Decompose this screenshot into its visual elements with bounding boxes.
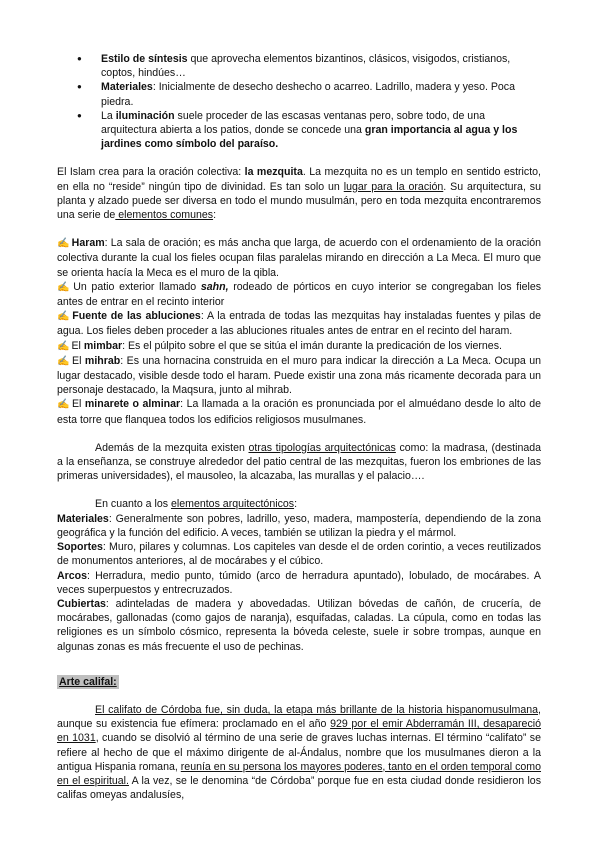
element-haram: ✍ Haram: La sala de oración; es más ancha que larga, de acuerdo con el ordenamiento de la oración colectiva durante la cual los fieles ocupan filas paralelas mirando en dirección a La Meca. El muro que se orienta hacía la Meca es el muro de la qibla. — [57, 237, 542, 279]
tipologias-paragraph: Además de la mezquita existen otras tipologías arquitectónicas como: la madrasa, (destinada a la enseñanza, se construye alrededor del patio central de las mezquitas, fueron los embriones de las primeras universidades), el mausoleo, la alcazaba, las murallas y el palacio…. — [57, 441, 542, 483]
bullet-item — [57, 80, 541, 108]
bullet-text: : Inicialmente de desecho deshecho o acarreo. Ladrillo, madera y yeso. Poca piedra. — [101, 81, 515, 108]
bullet-item — [57, 109, 541, 152]
element-sahn: ✍ Un patio exterior llamado sahn, rodeado de pórticos en cuyo interior se congregaban los fieles antes de entrar en el recinto interior — [57, 280, 542, 309]
bullet-bold: Estilo de síntesis — [101, 53, 188, 65]
bullet-item — [57, 52, 541, 80]
writing-hand-icon: ✍ — [57, 311, 71, 323]
writing-hand-icon: ✍ — [57, 355, 70, 367]
arq-intro: En cuanto a los elementos arquitectónicos: — [95, 498, 298, 511]
document-page — [57, 52, 541, 802]
bullet-bold: gran importancia al agua y los jardines como símbolo del paraíso. — [101, 124, 518, 151]
bullet-text: suele proceder de las escasas ventanas pero, sobre todo, de una arquitectura abierta a los patios, donde se concede una — [101, 109, 485, 137]
writing-hand-icon: ✍ — [57, 399, 70, 411]
bullet-bold: iluminación — [115, 109, 175, 122]
arq-arcos: Arcos: Herradura, medio punto, túmido (arco de herradura apuntado), lobulado, de mocárabes. A veces superpuestos y entrecruzados. — [57, 569, 541, 596]
element-mimbar: ✍ El mimbar: Es el púlpito sobre el que se sitúa el imán durante la predicación de los viernes. — [57, 339, 502, 352]
element-minarete: ✍ El minarete o alminar: La llamada a la oración es pronunciada por el almuédano desde lo alto de esta torre que flanquea todos los edificios religiosos musulmanes. — [57, 398, 541, 426]
arq-soportes: Soportes: Muro, pilares y columnas. Los capiteles van desde el de orden corintio, a veces reutilizados de monumentos anteriores, al de mocárabes y el cúbico. — [57, 541, 541, 568]
califal-paragraph: El califato de Córdoba fue, sin duda, la etapa más brillante de la historia hispanomusulmana, aunque su existencia fue efímera: proclamado en el año 929 por el emir Abderramán III, desapareció en 1031, cuando se disolvió al término de una serie de graves luchas internas. El término “califato” se refiere al hecho de que el máximo dirigente de al-Ándalus, nombre que los musulmanes dieron a la antigua Hispania romana, reunía en su persona los mayores poderes, tanto en el orden temporal como en el espiritual. A la vez, se le denomina “de Córdoba” porque fue en esta ciudad donde residieron los califas omeyas andalusíes, — [57, 703, 542, 802]
section-heading: Arte califal: — [59, 675, 117, 688]
element-fuente: ✍ Fuente de las abluciones: A la entrada de todas las mezquitas hay instaladas fuentes y pilas de agua. Los fieles deben proceder a las abluciones rituales antes de entrar en el recinto del haram. — [57, 310, 542, 338]
intro-paragraph: El Islam crea para la oración colectiva: la mezquita. La mezquita no es un templo en sentido estricto, en ella no “reside” ningún tipo de divinidad. Es tan solo un lugar para la oración. Su arquitectura, su planta y alzado puede ser diversa en todo el mundo musulmán, pero en toda mezquita encontraremos una serie de elementos comunes: — [57, 166, 541, 222]
bullet-text: que aprovecha elementos bizantinos, clásicos, visigodos, cristianos, coptos, hindúes… — [101, 53, 511, 80]
writing-hand-icon: ✍ — [57, 340, 70, 352]
bullet-list — [57, 52, 541, 151]
arq-cubiertas: Cubiertas: adinteladas de madera y abovedadas. Utilizan bóvedas de cañón, de crucería, de mocárabes, gallonadas (como gajos de naranja), esquifadas, caladas. La cúpula, como en todas las religiones es un símbolo cósmico, representa la bóveda celeste, suele ir sobre trompas, aunque en algunas zonas es más frecuente el uso de pechinas. — [57, 597, 541, 653]
arq-materiales: Materiales: Generalmente son pobres, ladrillo, yeso, madera, mampostería, dependiendo de la zona geográfica y la función del edificio. A veces, también se utilizan la piedra y el mármol. — [57, 512, 541, 539]
writing-hand-icon: ✍ — [57, 281, 72, 293]
bullet-bold: Materiales — [101, 81, 153, 94]
writing-hand-icon: ✍ — [57, 238, 70, 250]
element-mihrab: ✍ El mihrab: Es una hornacina construida en el muro para indicar la dirección a La Meca. Ocupa un lugar destacado, visible desde todo el haram. Puede existir una zona más ricamente decorada para un personaje destacado, la Maqsura, junto al mihrab. — [57, 354, 542, 397]
bullet-text: La — [101, 109, 116, 122]
section-heading-wrap — [57, 675, 541, 689]
